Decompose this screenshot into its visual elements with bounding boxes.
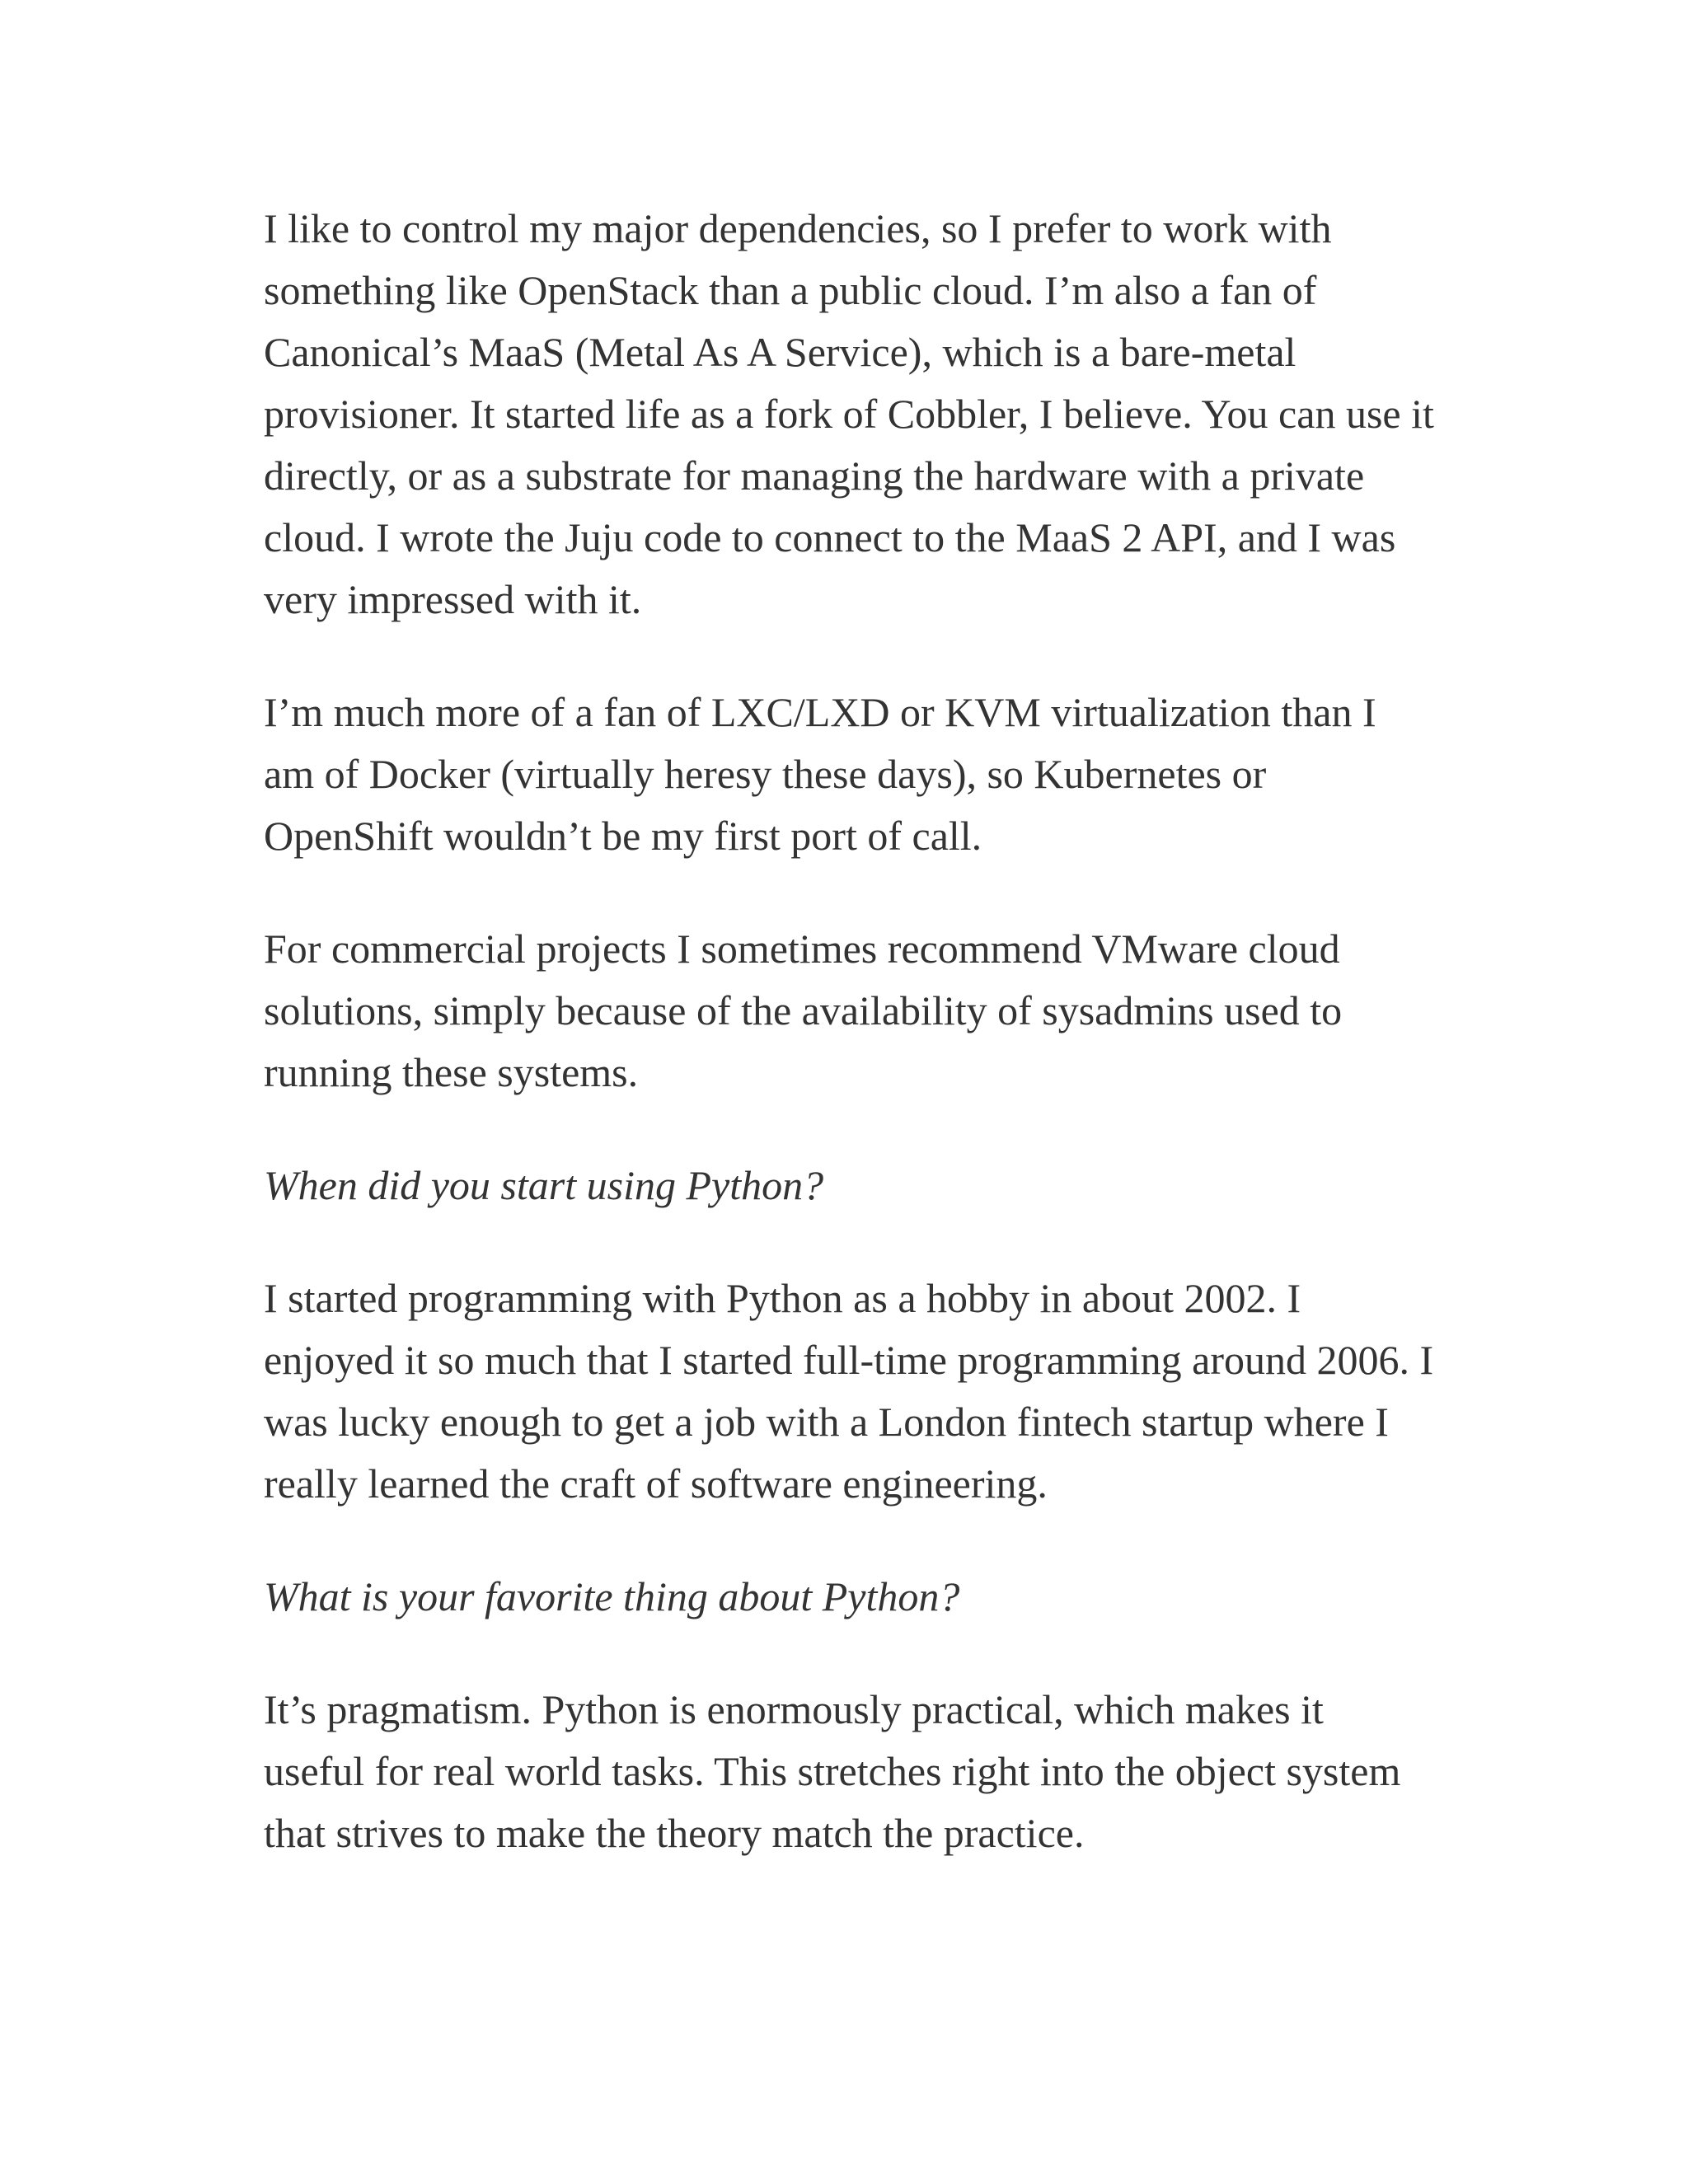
paragraph-vmware: For commercial projects I sometimes recommend VMware cloud solutions, simply because of the availability of sysadmins used to running these systems.: [264, 926, 1343, 1095]
question-start-python: When did you start using Python?: [264, 1162, 824, 1208]
question-favorite-thing: What is your favorite thing about Python?: [264, 1573, 960, 1619]
paragraph-python-history: I started programming with Python as a hobby in about 2002. I enjoyed it so much that I started full-time programming around 2006. I was lucky enough to get a job with a London fintech startup where I really learned the craft of software engineering.: [264, 1275, 1434, 1507]
article-body: [264, 198, 1434, 1915]
paragraph-pragmatism: It’s pragmatism. Python is enormously practical, which makes it useful for real world tasks. This stretches right into the object system that strives to make the theory match the practice.: [264, 1686, 1401, 1856]
paragraph-openstack-maas: I like to control my major dependencies, so I prefer to work with something like OpenStack than a public cloud. I’m also a fan of Canonical’s MaaS (Metal As A Service), which is a bare-metal provisioner. It started life as a fork of Cobbler, I believe. You can use it directly, or as a substrate for managing the hardware with a private cloud. I wrote the Juju code to connect to the MaaS 2 API, and I was very impressed with it.: [264, 205, 1434, 622]
paragraph-lxc-docker: I’m much more of a fan of LXC/LXD or KVM virtualization than I am of Docker (virtually heresy these days), so Kubernetes or OpenShift wouldn’t be my first port of call.: [264, 689, 1376, 859]
